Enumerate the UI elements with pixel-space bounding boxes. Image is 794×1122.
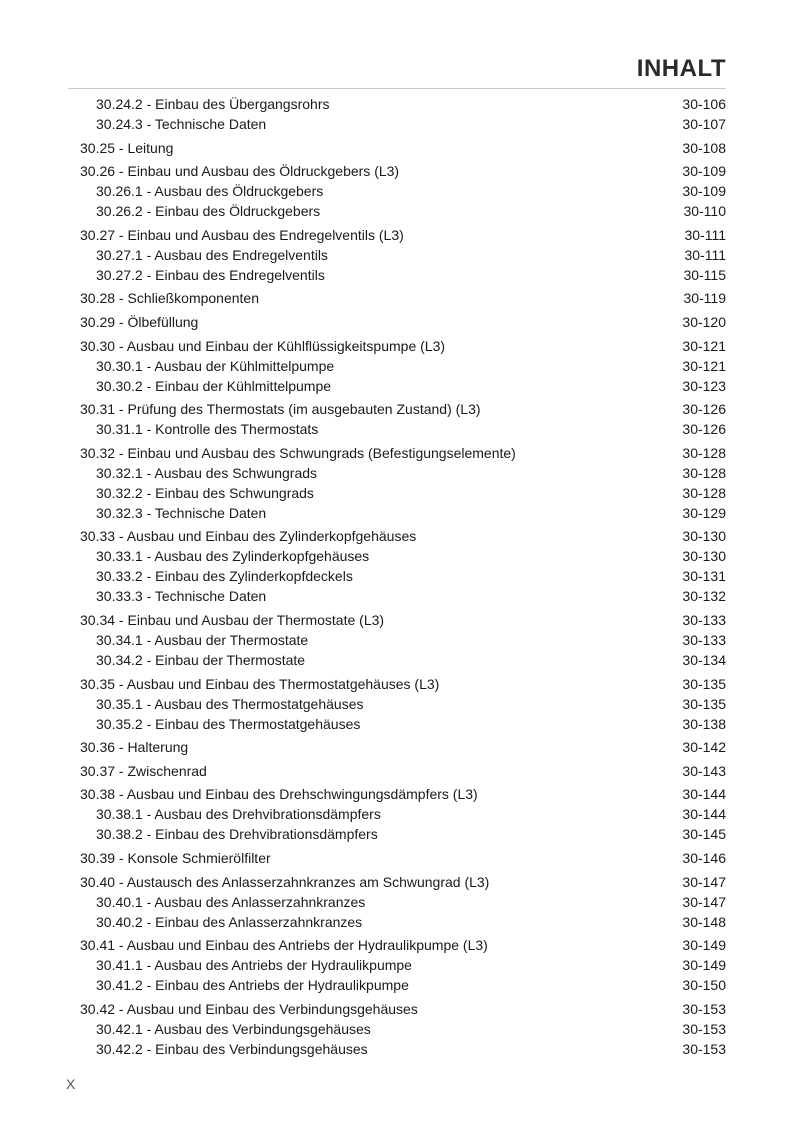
toc-entry-page: 30-129 [682, 504, 726, 521]
toc-entry-title: 30.33 - Ausbau und Einbau des Zylinderkopfgehäuses [80, 528, 417, 545]
toc-section [80, 138, 726, 158]
toc-section [80, 848, 726, 868]
toc-entry-page: 30-106 [682, 96, 726, 112]
toc-subentry[interactable] [80, 1019, 726, 1039]
toc-entry[interactable] [80, 161, 726, 181]
toc-section [80, 737, 726, 757]
toc-entry-title: 30.38.1 - Ausbau des Drehvibrationsdämpfers [96, 806, 381, 823]
toc-entry[interactable] [80, 526, 726, 546]
toc-subentry[interactable] [80, 630, 726, 650]
toc-entry[interactable] [80, 225, 726, 245]
toc-entry-title: 30.42.2 - Einbau des Verbindungsgehäuses [96, 1040, 368, 1057]
toc-subentry[interactable] [80, 503, 726, 523]
toc-subentry[interactable] [80, 483, 726, 503]
toc-entry-page: 30-126 [682, 421, 726, 438]
toc-entry[interactable] [80, 610, 726, 630]
toc-entry-title: 30.24.3 - Technische Daten [96, 116, 267, 132]
toc-entry-page: 30-108 [682, 139, 726, 156]
table-of-contents [80, 94, 726, 1062]
toc-entry-title: 30.34.2 - Einbau der Thermostate [96, 651, 306, 668]
toc-entry-page: 30-115 [683, 266, 726, 283]
toc-entry[interactable] [80, 935, 726, 955]
toc-entry-title: 30.34.1 - Ausbau der Thermostate [96, 631, 309, 648]
toc-entry-title: 30.41.1 - Ausbau des Antriebs der Hydraulikpumpe [96, 957, 412, 974]
toc-entry[interactable] [80, 288, 726, 308]
toc-entry-page: 30-121 [682, 337, 726, 354]
toc-subentry[interactable] [80, 419, 726, 439]
toc-entry[interactable] [80, 761, 726, 781]
toc-section [80, 674, 726, 734]
toc-entry-title: 30.27.1 - Ausbau des Endregelventils [96, 246, 328, 263]
toc-entry-title: 30.33.1 - Ausbau des Zylinderkopfgehäuses [96, 548, 370, 565]
toc-entry-title: 30.27 - Einbau und Ausbau des Endregelventils (L3) [80, 226, 404, 243]
toc-subentry[interactable] [80, 586, 726, 606]
toc-entry-page: 30-132 [682, 588, 726, 605]
toc-section [80, 312, 726, 332]
toc-entry-page: 30-144 [682, 806, 726, 823]
toc-entry[interactable] [80, 399, 726, 419]
toc-entry-title: 30.32.3 - Technische Daten [96, 504, 267, 521]
toc-entry[interactable] [80, 848, 726, 868]
toc-entry-title: 30.26.1 - Ausbau des Öldruckgebers [96, 183, 324, 200]
toc-entry-page: 30-146 [682, 849, 726, 866]
toc-entry-page: 30-126 [682, 401, 726, 418]
toc-entry-page: 30-120 [682, 313, 726, 330]
toc-subentry[interactable] [80, 181, 726, 201]
toc-entry-page: 30-149 [682, 937, 726, 954]
toc-subentry[interactable] [80, 804, 726, 824]
toc-subentry[interactable] [80, 94, 726, 114]
toc-section [80, 526, 726, 606]
toc-entry-title: 30.30.2 - Einbau der Kühlmittelpumpe [96, 377, 332, 394]
toc-section [80, 336, 726, 396]
toc-entry-title: 30.31 - Prüfung des Thermostats (im ausgebauten Zustand) (L3) [80, 401, 481, 418]
toc-entry-page: 30-143 [682, 762, 726, 779]
toc-entry-page: 30-135 [682, 695, 726, 712]
toc-subentry[interactable] [80, 1039, 726, 1059]
toc-entry-title: 30.42.1 - Ausbau des Verbindungsgehäuses [96, 1020, 371, 1037]
toc-subentry[interactable] [80, 975, 726, 995]
toc-entry-title: 30.27.2 - Einbau des Endregelventils [96, 266, 325, 283]
toc-entry-title: 30.37 - Zwischenrad [80, 762, 207, 779]
toc-section [80, 161, 726, 221]
toc-entry-page: 30-135 [682, 675, 726, 692]
toc-entry-page: 30-144 [682, 786, 726, 803]
toc-entry-page: 30-128 [682, 444, 726, 461]
toc-entry[interactable] [80, 138, 726, 158]
toc-section [80, 610, 726, 670]
toc-entry-title: 30.28 - Schließkomponenten [80, 290, 259, 307]
toc-section [80, 761, 726, 781]
toc-entry-title: 30.33.3 - Technische Daten [96, 588, 267, 605]
toc-subentry[interactable] [80, 201, 726, 221]
toc-subentry[interactable] [80, 912, 726, 932]
toc-subentry[interactable] [80, 245, 726, 265]
toc-entry-title: 30.31.1 - Kontrolle des Thermostats [96, 421, 319, 438]
toc-entry-page: 30-128 [682, 484, 726, 501]
toc-subentry[interactable] [80, 714, 726, 734]
toc-entry-page: 30-111 [684, 226, 726, 243]
toc-section [80, 443, 726, 523]
toc-entry-title: 30.42 - Ausbau und Einbau des Verbindungsgehäuses [80, 1000, 418, 1017]
toc-entry-title: 30.41.2 - Einbau des Antriebs der Hydraulikpumpe [96, 977, 409, 994]
toc-entry[interactable] [80, 674, 726, 694]
toc-entry-page: 30-153 [682, 1000, 726, 1017]
toc-entry-page: 30-150 [682, 977, 726, 994]
toc-entry[interactable] [80, 737, 726, 757]
toc-entry[interactable] [80, 999, 726, 1019]
toc-entry-page: 30-109 [682, 183, 726, 200]
toc-entry-title: 30.36 - Halterung [80, 739, 189, 756]
toc-section [80, 225, 726, 285]
toc-entry-page: 30-134 [682, 651, 726, 668]
toc-entry[interactable] [80, 443, 726, 463]
toc-entry-title: 30.29 - Ölbefüllung [80, 313, 199, 330]
toc-entry-page: 30-147 [682, 893, 726, 910]
toc-entry-title: 30.34 - Einbau und Ausbau der Thermostate (L3) [80, 611, 385, 628]
toc-entry-title: 30.38 - Ausbau und Einbau des Drehschwingungsdämpfers (L3) [80, 786, 478, 803]
toc-entry-page: 30-128 [682, 464, 726, 481]
toc-entry-page: 30-133 [682, 611, 726, 628]
page-number: X [66, 1076, 76, 1092]
toc-entry-page: 30-148 [682, 913, 726, 930]
toc-entry-title: 30.30 - Ausbau und Einbau der Kühlflüssigkeitspumpe (L3) [80, 337, 446, 354]
toc-entry-page: 30-110 [683, 203, 726, 220]
toc-section [80, 399, 726, 439]
toc-section [80, 935, 726, 995]
toc-subentry[interactable] [80, 376, 726, 396]
toc-entry-title: 30.26 - Einbau und Ausbau des Öldruckgebers (L3) [80, 163, 400, 180]
toc-subentry[interactable] [80, 463, 726, 483]
toc-entry-title: 30.30.1 - Ausbau der Kühlmittelpumpe [96, 357, 335, 374]
toc-entry-title: 30.26.2 - Einbau des Öldruckgebers [96, 203, 321, 220]
toc-entry-page: 30-153 [682, 1040, 726, 1057]
toc-subentry[interactable] [80, 824, 726, 844]
toc-subentry[interactable] [80, 114, 726, 134]
toc-entry-title: 30.24.2 - Einbau des Übergangsrohrs [96, 96, 330, 112]
toc-entry-page: 30-121 [682, 357, 726, 374]
toc-section [80, 872, 726, 932]
toc-entry-page: 30-123 [682, 377, 726, 394]
title-divider [68, 88, 726, 89]
toc-entry[interactable] [80, 312, 726, 332]
toc-section [80, 999, 726, 1059]
toc-section [80, 288, 726, 308]
toc-entry-title: 30.40.2 - Einbau des Anlasserzahnkranzes [96, 913, 363, 930]
toc-subentry[interactable] [80, 694, 726, 714]
toc-entry-page: 30-109 [682, 163, 726, 180]
toc-subentry[interactable] [80, 892, 726, 912]
toc-subentry[interactable] [80, 546, 726, 566]
toc-entry-title: 30.40.1 - Ausbau des Anlasserzahnkranzes [96, 893, 366, 910]
toc-entry-title: 30.35.1 - Ausbau des Thermostatgehäuses [96, 695, 364, 712]
toc-entry-title: 30.38.2 - Einbau des Drehvibrationsdämpfers [96, 826, 378, 843]
toc-entry-title: 30.40 - Austausch des Anlasserzahnkranzes am Schwungrad (L3) [80, 873, 490, 890]
toc-entry-page: 30-119 [683, 290, 726, 307]
toc-entry-page: 30-130 [682, 528, 726, 545]
toc-subentry[interactable] [80, 265, 726, 285]
toc-entry[interactable] [80, 336, 726, 356]
toc-section [80, 784, 726, 844]
toc-entry-page: 30-142 [682, 739, 726, 756]
toc-entry-page: 30-133 [682, 631, 726, 648]
toc-entry-title: 30.35 - Ausbau und Einbau des Thermostatgehäuses (L3) [80, 675, 440, 692]
toc-entry-page: 30-111 [684, 246, 726, 263]
toc-entry-page: 30-149 [682, 957, 726, 974]
toc-entry-title: 30.33.2 - Einbau des Zylinderkopfdeckels [96, 568, 353, 585]
toc-entry-page: 30-131 [682, 568, 726, 585]
toc-entry-page: 30-153 [682, 1020, 726, 1037]
toc-section [80, 94, 726, 134]
toc-entry-title: 30.32.1 - Ausbau des Schwungrads [96, 464, 318, 481]
toc-subentry[interactable] [80, 955, 726, 975]
toc-entry-title: 30.39 - Konsole Schmierölfilter [80, 849, 271, 866]
toc-entry-title: 30.35.2 - Einbau des Thermostatgehäuses [96, 715, 361, 732]
toc-subentry[interactable] [80, 650, 726, 670]
toc-subentry[interactable] [80, 566, 726, 586]
toc-entry-page: 30-107 [682, 116, 726, 132]
toc-entry-title: 30.41 - Ausbau und Einbau des Antriebs der Hydraulikpumpe (L3) [80, 937, 488, 954]
page-title: INHALT [636, 55, 726, 82]
toc-subentry[interactable] [80, 356, 726, 376]
toc-entry-page: 30-130 [682, 548, 726, 565]
toc-entry[interactable] [80, 784, 726, 804]
toc-entry-title: 30.25 - Leitung [80, 139, 174, 156]
toc-entry-page: 30-145 [682, 826, 726, 843]
toc-entry-title: 30.32.2 - Einbau des Schwungrads [96, 484, 314, 501]
toc-entry-title: 30.32 - Einbau und Ausbau des Schwungrads (Befestigungselemente) [80, 444, 516, 461]
toc-entry[interactable] [80, 872, 726, 892]
toc-entry-page: 30-147 [682, 873, 726, 890]
toc-entry-page: 30-138 [682, 715, 726, 732]
